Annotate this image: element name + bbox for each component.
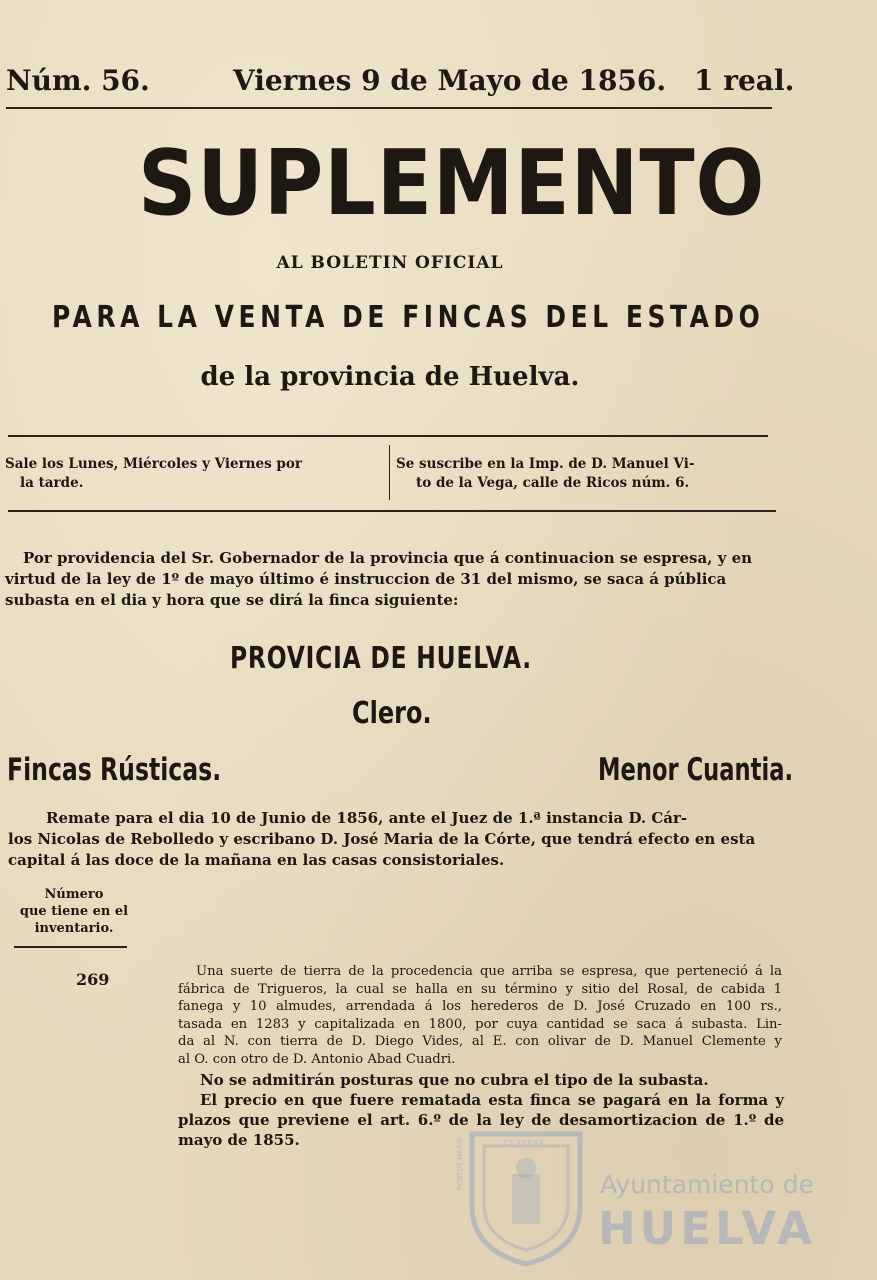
masthead-rule: [6, 107, 772, 109]
inventory-label-line3: inventario.: [34, 921, 114, 936]
remate-line1: Remate para el dia 10 de Junio de 1856, ante el Juez de 1.ª instancia D. Cár-: [46, 809, 688, 827]
info-right: [396, 455, 694, 493]
info-left-line1: Sale los Lunes, Miércoles y Viernes por: [5, 456, 302, 472]
entry-line2: fábrica de Trigueros, la cual se halla en su término y sitio del Rosal, de cabida 1: [178, 981, 782, 997]
remate-paragraph: [8, 808, 780, 871]
entry-note2-line1: El precio en que fuere rematada esta finca se pagará en la forma y: [200, 1091, 784, 1109]
intro-paragraph: [5, 548, 777, 611]
entry-line1: Una suerte de tierra de la procedencia que arriba se espresa, que perteneció á la: [196, 964, 782, 979]
remate-line3: capital á las doce de la mañana en las casas consistoriales.: [8, 851, 505, 869]
title-main: SUPLEMENTO: [138, 131, 766, 236]
issue-price: 1 real.: [694, 64, 795, 97]
inventory-label: [12, 886, 136, 937]
entry-note2: [178, 1090, 784, 1150]
entry-line3: fanega y 10 almudes, arrendada á los herederos de D. José Cruzado en 100 rs.,: [178, 999, 782, 1014]
entry-note2-line3: mayo de 1855.: [178, 1131, 300, 1149]
entry-line5: da al N. con tierra de D. Diego Vides, al E. con olivar de D. Manuel Clemente y: [178, 1034, 782, 1049]
entry-number: 269: [76, 970, 110, 989]
info-left: [5, 455, 302, 493]
title-line2: de la provincia de Huelva.: [200, 362, 580, 392]
watermark-motto: ET TERRA: [503, 1139, 545, 1147]
issue-date: Viernes 9 de Mayo de 1856.: [233, 64, 667, 97]
entry-line4: tasada en 1283 y capitalizada en 1800, por cuya cantidad se saca á subasta. Lin-: [178, 1016, 782, 1032]
watermark-line2: HUELVA: [598, 1202, 817, 1255]
inventory-label-line2: que tiene en el: [19, 904, 129, 919]
entry-description: [178, 963, 782, 1068]
title-sub: AL BOLETIN OFICIAL: [276, 253, 504, 273]
info-right-line1: Se suscribe en la Imp. de D. Manuel Vi-: [396, 456, 695, 472]
inventory-label-line1: Número: [44, 887, 104, 902]
info-divider: [389, 445, 390, 500]
entry-line6: al O. con otro de D. Antonio Abad Cuadri.: [178, 1051, 456, 1067]
title-line1: PARA LA VENTA DE FINCAS DEL ESTADO: [52, 300, 765, 335]
entry-note1: No se admitirán posturas que no cubra el tipo de la subasta.: [200, 1071, 709, 1089]
watermark-side: PORTUS MARIS: [456, 1137, 464, 1190]
info-bottom-rule: [8, 510, 776, 512]
watermark-line1: Ayuntamiento de: [600, 1170, 814, 1199]
info-left-line2: la tarde.: [20, 475, 84, 491]
amount-heading: Menor Cuantia.: [598, 752, 794, 788]
inventory-rule: [14, 946, 127, 948]
rustic-heading: Fincas Rústicas.: [7, 752, 222, 788]
intro-line1: Por providencia del Sr. Gobernador de la provincia que á continuacion se espresa, y en: [23, 549, 753, 567]
issue-number: Núm. 56.: [6, 64, 150, 97]
clergy-heading: Clero.: [352, 696, 432, 731]
info-top-rule: [8, 435, 768, 437]
intro-line2: virtud de la ley de 1º de mayo último é instruccion de 31 del mismo, se saca á pública: [5, 570, 727, 588]
info-right-line2: to de la Vega, calle de Ricos núm. 6.: [416, 475, 690, 491]
entry-note2-line2: plazos que previene el art. 6.º de la ley de desamortizacion de 1.º de: [178, 1111, 784, 1129]
intro-line3: subasta en el dia y hora que se dirá la finca siguiente:: [5, 591, 459, 609]
remate-line2: los Nicolas de Rebolledo y escribano D. José Maria de la Córte, que tendrá efecto en esta: [8, 830, 756, 848]
province-heading: PROVICIA DE HUELVA.: [230, 641, 532, 676]
